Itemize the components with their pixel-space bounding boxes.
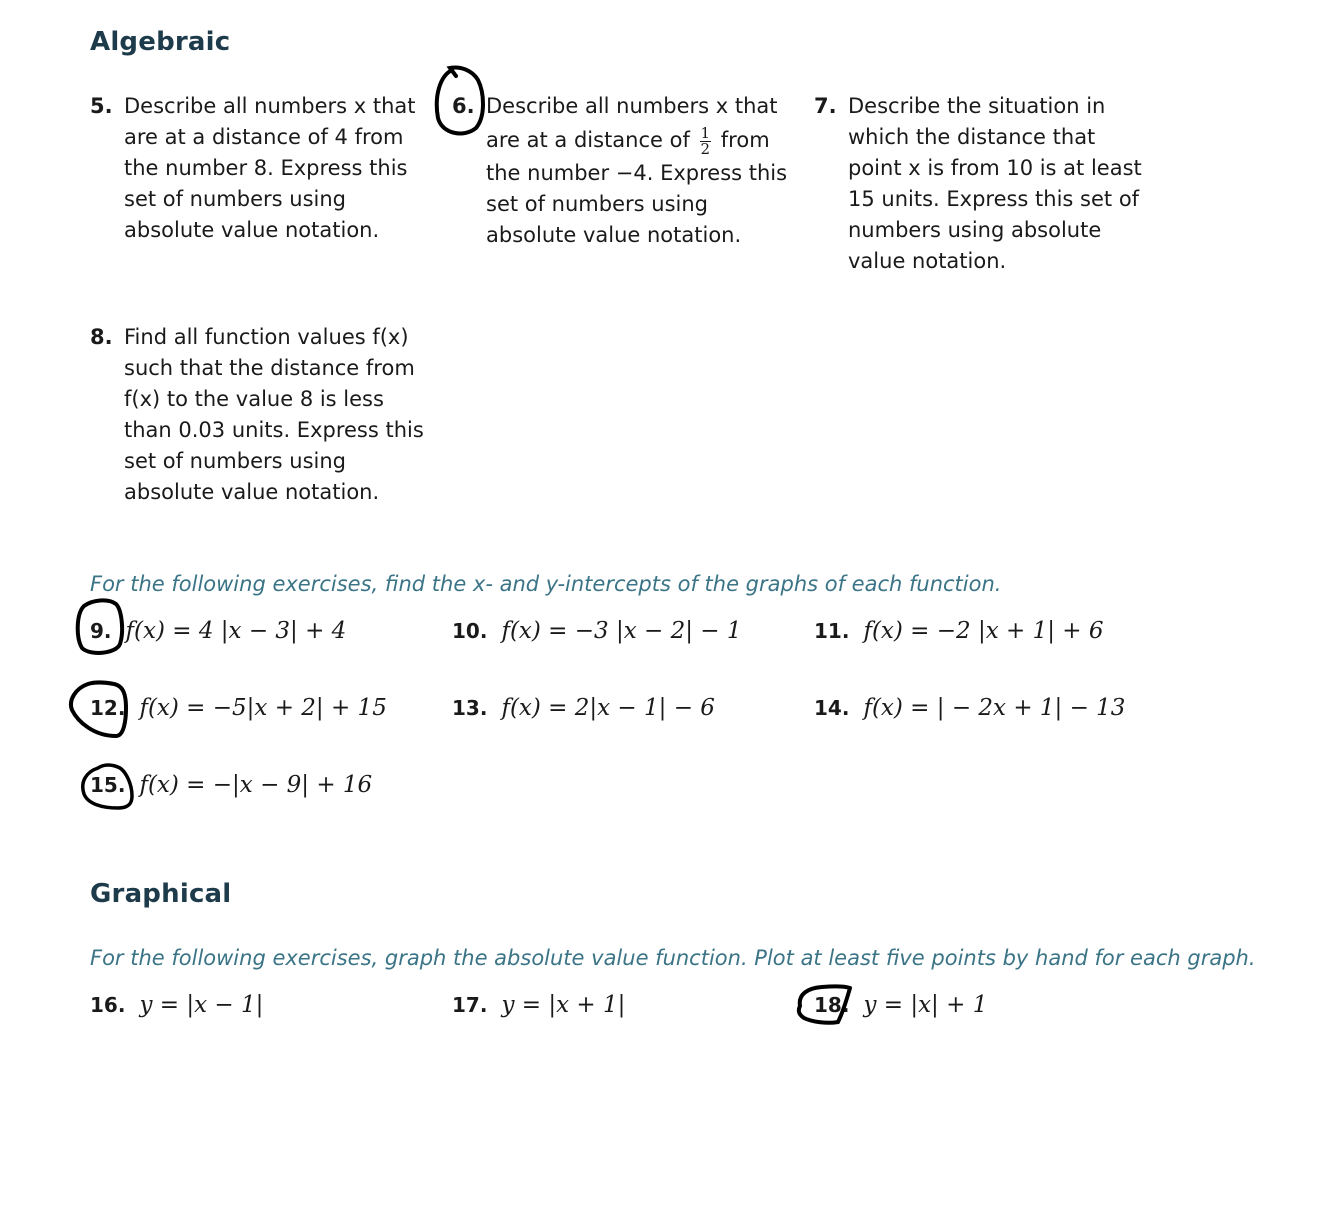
exercise-16 (90, 992, 263, 1018)
fraction-one-half (700, 123, 712, 158)
exercise-text-line: set of numbers using (124, 449, 346, 473)
graphs-instruction: For the following exercises, graph the absolute value function. Plot at least five points by hand for each graph. (90, 946, 1256, 970)
exercise-text-line (486, 122, 786, 158)
exercise-text-line: numbers using absolute (848, 218, 1102, 242)
exercise-text: from (720, 128, 770, 152)
exercise-18 (814, 992, 987, 1018)
exercise-text-line: set of numbers using (486, 192, 708, 216)
function-expression: f(x) = 2|x − 1| − 6 (501, 695, 715, 721)
exercise-number: 14. (814, 696, 850, 720)
exercise-text-line: than 0.03 units. Express this (124, 418, 424, 442)
exercise-text-line: are at a distance of 4 from (124, 125, 404, 149)
function-expression: y = |x − 1| (139, 992, 264, 1018)
exercise-text-line: 15 units. Express this set of (848, 187, 1140, 211)
exercise-9 (90, 618, 346, 644)
exercise-number: 13. (452, 696, 488, 720)
exercise-number: 15. (90, 773, 126, 797)
exercise-text-line: absolute value notation. (124, 218, 380, 242)
exercise-text-line: the number −4. Express this (486, 161, 788, 185)
fraction-numerator: 1 (700, 123, 711, 142)
function-expression: y = |x + 1| (501, 992, 626, 1018)
exercise-number: 7. (814, 94, 837, 118)
function-expression: f(x) = | − 2x + 1| − 13 (863, 695, 1126, 721)
function-expression: f(x) = −5|x + 2| + 15 (139, 695, 387, 721)
exercise-text-line: Find all function values f(x) (124, 325, 409, 349)
function-expression: f(x) = 4 |x − 3| + 4 (125, 618, 347, 644)
exercise-number: 18. (814, 993, 850, 1017)
fraction-denominator: 2 (700, 139, 711, 158)
exercise-number: 11. (814, 619, 850, 643)
exercise-number: 9. (90, 619, 112, 643)
exercise-text-line: such that the distance from (124, 356, 415, 380)
exercise-number: 12. (90, 696, 126, 720)
section-title-algebraic: Algebraic (90, 27, 231, 57)
exercise-text-line: Describe all numbers x that (486, 94, 778, 118)
intercepts-instruction: For the following exercises, find the x- and y-intercepts of the graphs of each function. (90, 572, 1002, 596)
section-title-graphical: Graphical (90, 879, 232, 909)
exercise-number: 6. (452, 94, 475, 118)
exercise-number: 16. (90, 993, 126, 1017)
exercise-text-line: point x is from 10 is at least (848, 156, 1142, 180)
function-expression: y = |x| + 1 (863, 992, 988, 1018)
exercise-13 (452, 695, 715, 721)
exercise-text-line: value notation. (848, 249, 1007, 273)
exercise-number: 5. (90, 94, 113, 118)
function-expression: f(x) = −2 |x + 1| + 6 (863, 618, 1104, 644)
exercise-17 (452, 992, 625, 1018)
exercise-text-line: set of numbers using (124, 187, 346, 211)
exercise-text-line: Describe all numbers x that (124, 94, 416, 118)
exercise-text-line: absolute value notation. (486, 223, 742, 247)
exercise-text-line: which the distance that (848, 125, 1096, 149)
exercise-text: are at a distance of (486, 128, 690, 152)
exercise-14 (814, 695, 1125, 721)
exercise-text-line: the number 8. Express this (124, 156, 408, 180)
exercise-text-line: f(x) to the value 8 is less (124, 387, 384, 411)
exercise-11 (814, 618, 1104, 644)
exercise-number: 10. (452, 619, 488, 643)
exercise-number: 8. (90, 325, 113, 349)
exercise-number: 17. (452, 993, 488, 1017)
function-expression: f(x) = −3 |x − 2| − 1 (501, 618, 742, 644)
exercise-12 (90, 695, 387, 721)
exercise-text-line: Describe the situation in (848, 94, 1106, 118)
exercise-10 (452, 618, 742, 644)
exercise-text-line: absolute value notation. (124, 480, 380, 504)
function-expression: f(x) = −|x − 9| + 16 (139, 772, 373, 798)
exercise-15 (90, 772, 372, 798)
